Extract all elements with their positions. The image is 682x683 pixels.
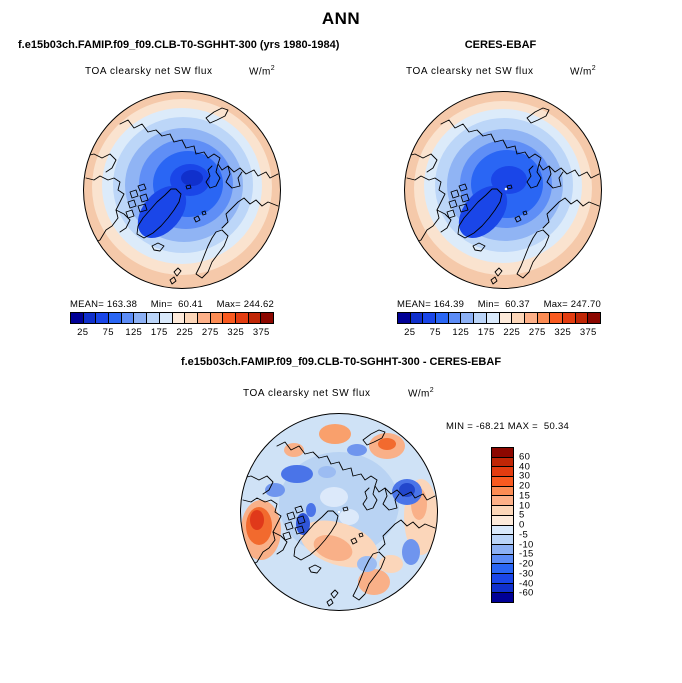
diff-title: f.e15b03ch.FAMIP.f09_f09.CLB-T0-SGHHT-300 - CERES-EBAF [180,356,502,368]
model-colorbar [70,312,274,324]
colorbar-tick-label: 275 [528,327,546,338]
obs-field-label: TOA clearsky net SW flux [406,66,534,77]
colorbar-segment [211,313,224,323]
colorbar-segment [492,526,513,536]
model-polar-map [82,90,282,290]
diff-polar-map [239,412,439,612]
colorbar-tick-label: -5 [519,529,529,541]
colorbar-segment [261,313,273,323]
colorbar-segment [461,313,474,323]
colorbar-segment [134,313,147,323]
obs-max-stat: Max= 247.70 [543,299,601,310]
obs-min-stat: Min= 60.37 [477,299,530,310]
diff-colorbar-ticks [519,447,553,603]
colorbar-tick-label: -60 [519,587,534,599]
colorbar-tick-label: 275 [201,327,219,338]
colorbar-tick-label: 125 [125,327,143,338]
model-units-label [249,65,275,77]
colorbar-segment [492,506,513,516]
diff-units-label [408,387,434,399]
pole-marker-dot [338,511,340,513]
colorbar-segment [525,313,538,323]
colorbar-segment [492,555,513,565]
colorbar-tick-label: 40 [519,461,531,472]
colorbar-segment [563,313,576,323]
colorbar-tick-label: 175 [477,327,495,338]
colorbar-tick-label: 375 [252,327,270,338]
diff-minmax-line: MIN = -68.21 MAX = 50.34 [446,421,570,432]
colorbar-tick-label: 75 [102,327,114,338]
colorbar-tick-label: 10 [519,500,531,511]
colorbar-segment [492,467,513,477]
obs-colorbar [397,312,601,324]
colorbar-tick-label: 30 [519,470,531,482]
model-colorbar-ticks [70,327,274,339]
model-mean-stat: MEAN= 163.38 [70,299,138,310]
colorbar-segment [492,574,513,584]
colorbar-segment [449,313,462,323]
colorbar-tick-label: -40 [519,578,534,589]
colorbar-segment [147,313,160,323]
colorbar-tick-label: 375 [579,327,597,338]
model-field-label: TOA clearsky net SW flux [85,66,213,77]
colorbar-segment [198,313,211,323]
colorbar-segment [492,458,513,468]
colorbar-segment [84,313,97,323]
obs-colorbar-ticks [397,327,601,339]
colorbar-segment [538,313,551,323]
diff-colorbar [491,447,514,603]
colorbar-segment [492,516,513,526]
colorbar-segment [109,313,122,323]
colorbar-tick-label: 15 [519,490,531,502]
colorbar-segment [160,313,173,323]
colorbar-segment [236,313,249,323]
colorbar-segment [71,313,84,323]
colorbar-tick-label: 60 [519,451,531,463]
colorbar-segment [173,313,186,323]
colorbar-segment [223,313,236,323]
colorbar-segment [492,545,513,555]
diff-field-label: TOA clearsky net SW flux [243,388,371,399]
colorbar-segment [512,313,525,323]
colorbar-segment [492,564,513,574]
units-exponent: 2 [429,387,435,394]
colorbar-segment [576,313,589,323]
units-base: W/m [249,66,271,78]
colorbar-tick-label: 125 [452,327,470,338]
units-exponent: 2 [591,65,597,72]
colorbar-tick-label: 325 [227,327,245,338]
colorbar-tick-label: 225 [176,327,194,338]
colorbar-tick-label: 175 [150,327,168,338]
colorbar-segment [492,496,513,506]
colorbar-segment [492,593,513,602]
obs-dataset-title: CERES-EBAF [464,39,537,51]
colorbar-tick-label: 25 [404,327,416,338]
colorbar-tick-label: 0 [519,519,525,531]
obs-mean-stat: MEAN= 164.39 [397,299,465,310]
model-min-stat: Min= 60.41 [150,299,203,310]
units-base: W/m [570,66,592,78]
colorbar-segment [492,535,513,545]
colorbar-segment [249,313,262,323]
colorbar-tick-label: 20 [519,480,531,492]
colorbar-segment [398,313,411,323]
colorbar-segment [492,448,513,458]
colorbar-segment [487,313,500,323]
colorbar-segment [436,313,449,323]
colorbar-tick-label: 75 [429,327,441,338]
colorbar-tick-label: 225 [503,327,521,338]
colorbar-segment [492,477,513,487]
colorbar-segment [185,313,198,323]
colorbar-segment [550,313,563,323]
units-base: W/m [408,388,430,400]
colorbar-segment [474,313,487,323]
colorbar-segment [122,313,135,323]
colorbar-tick-label: -15 [519,548,534,560]
units-exponent: 2 [270,65,276,72]
model-max-stat: Max= 244.62 [216,299,274,310]
colorbar-segment [500,313,513,323]
colorbar-tick-label: -10 [519,539,534,550]
colorbar-tick-label: 25 [77,327,89,338]
colorbar-segment [492,487,513,497]
model-case-title: f.e15b03ch.FAMIP.f09_f09.CLB-T0-SGHHT-300 (yrs 1980-1984) [18,39,340,51]
obs-stats-line [397,299,601,310]
colorbar-segment [411,313,424,323]
obs-units-label [570,65,596,77]
colorbar-segment [588,313,600,323]
colorbar-segment [492,584,513,594]
obs-polar-map [403,90,603,290]
colorbar-tick-label: -30 [519,568,534,580]
model-stats-line [70,299,274,310]
colorbar-tick-label: -20 [519,558,534,570]
colorbar-tick-label: 5 [519,509,525,521]
colorbar-tick-label: 325 [554,327,572,338]
colorbar-segment [423,313,436,323]
season-title: ANN [321,9,361,28]
colorbar-segment [96,313,109,323]
pole-marker-dot [505,188,508,191]
